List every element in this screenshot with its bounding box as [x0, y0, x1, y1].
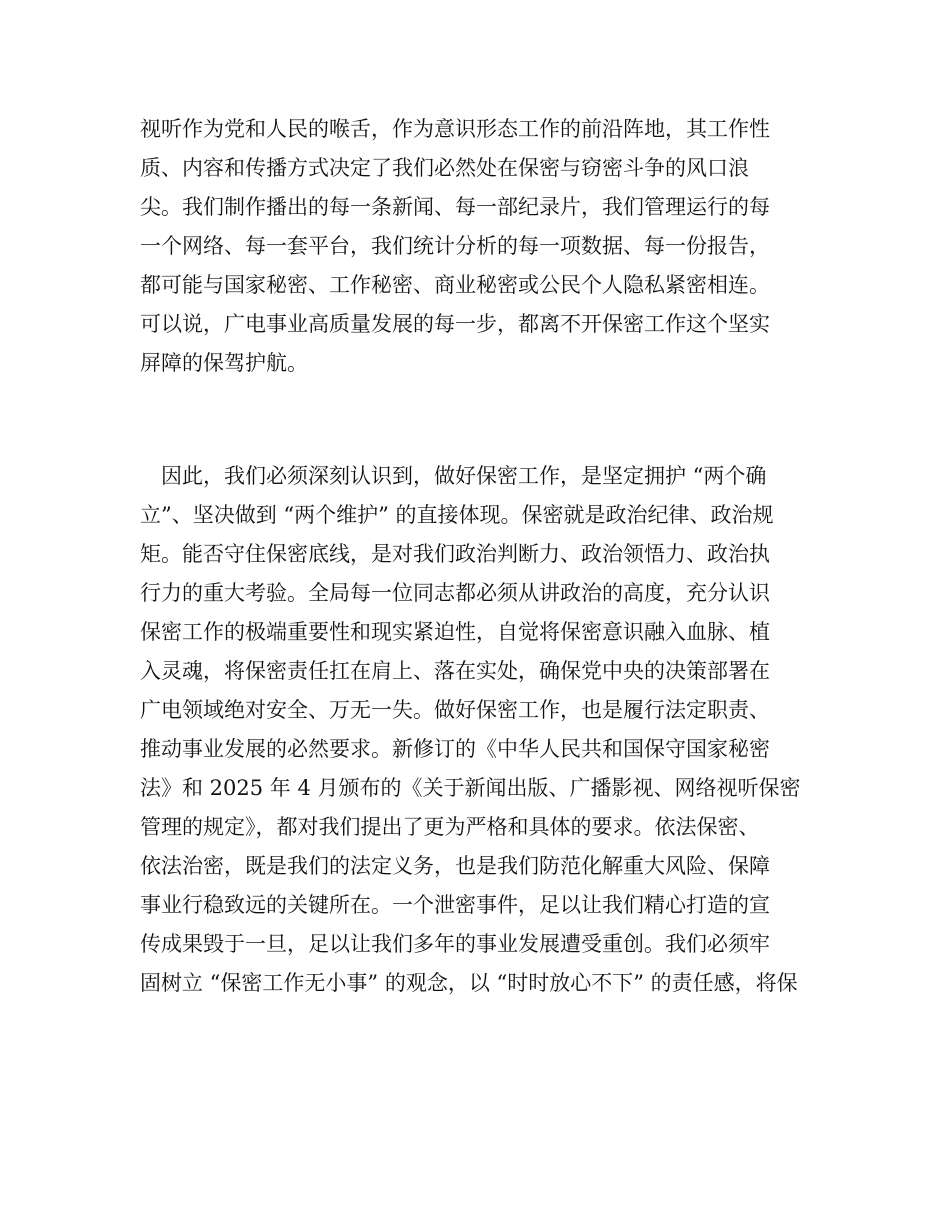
text-line: 广电领域绝对安全、万无一失。做好保密工作，也是履行法定职责、	[140, 698, 770, 722]
text-line: 矩。能否守住保密底线，是对我们政治判断力、政治领悟力、政治执	[140, 542, 770, 566]
text-line: 管理的规定》，都对我们提出了更为严格和具体的要求。依法保密、	[140, 815, 760, 839]
text-line: 依法治密，既是我们的法定义务，也是我们防范化解重大风险、保障	[140, 854, 770, 878]
text-line	[140, 1042, 830, 1081]
paragraph-1	[140, 110, 830, 383]
text-line: 因此，我们必须深刻认识到，做好保密工作，是坚定拥护 “两个确	[140, 464, 767, 488]
text-line: 固树立 “保密工作无小事” 的观念，以 “时时放心不下” 的责任感，将保	[140, 971, 798, 995]
text-line: 尖。我们制作播出的每一条新闻、每一部纪录片，我们管理运行的每	[140, 195, 770, 219]
text-line: 保密工作的极端重要性和现实紧迫性，自觉将保密意识融入血脉、植	[140, 620, 770, 644]
text-line: 入灵魂，将保密责任扛在肩上、落在实处，确保党中央的决策部署在	[140, 659, 770, 683]
text-line: 屏障的保驾护航。	[140, 351, 308, 375]
text-line: 立”、坚决做到 “两个维护” 的直接体现。保密就是政治纪律、政治规	[140, 503, 774, 527]
text-line: 行力的重大考验。全局每一位同志都必须从讲政治的高度，充分认识	[140, 581, 770, 605]
text-line: 视听作为党和人民的喉舌，作为意识形态工作的前沿阵地，其工作性	[140, 117, 770, 141]
text-line: 事业行稳致远的关键所在。一个泄密事件，足以让我们精心打造的宣	[140, 893, 770, 917]
text-line: 传成果毁于一旦，足以让我们多年的事业发展遭受重创。我们必须牢	[140, 932, 770, 956]
paragraph-2	[140, 457, 830, 1081]
text-line: 推动事业发展的必然要求。新修订的《中华人民共和国保守国家秘密	[140, 737, 770, 761]
text-line: 质、内容和传播方式决定了我们必然处在保密与窃密斗争的风口浪	[140, 156, 749, 180]
text-line: 可以说，广电事业高质量发展的每一步，都离不开保密工作这个坚实	[140, 312, 770, 336]
text-line	[140, 1003, 830, 1042]
text-line: 法》和 2025 年 4 月颁布的《关于新闻出版、广播影视、网络视听保密	[140, 776, 801, 800]
text-line: 一个网络、每一套平台，我们统计分析的每一项数据、每一份报告，	[140, 234, 770, 258]
text-line: 都可能与国家秘密、工作秘密、商业秘密或公民个人隐私紧密相连。	[140, 273, 770, 297]
